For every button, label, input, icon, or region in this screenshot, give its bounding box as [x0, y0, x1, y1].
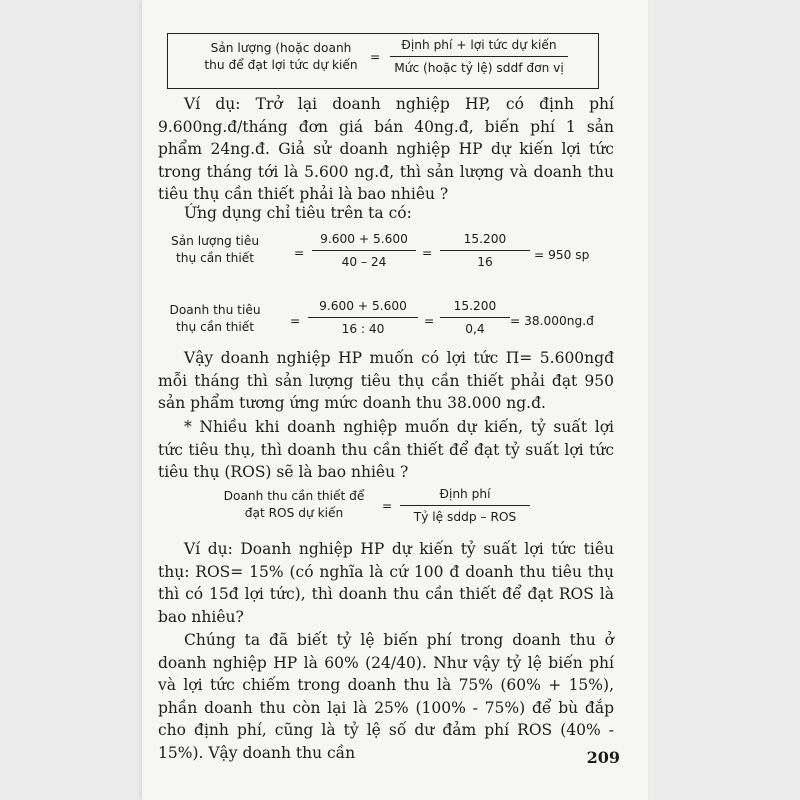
paragraph-explanation: Chúng ta đã biết tỷ lệ biến phí trong doanh thu ở doanh nghiệp HP là 60% (24/40). Như vậy tỷ lệ biến phí và lợi tức chiếm trong doanh thu là 75% (60% + 15%), phần doanh thu còn lại là 25% (100% - 75%) để bù đắp cho định phí, cũng là tỷ lệ số dư đảm phí ROS (40% - 15%). Vậy doanh thu cần: [158, 631, 614, 762]
calc-volume-numerator-1: 9.600 + 5.600: [320, 232, 408, 246]
calc-volume-label: [160, 233, 270, 267]
fraction-bar: [440, 250, 530, 251]
calc-revenue-denominator-1: 16 : 40: [341, 322, 385, 336]
calc-revenue-numerator-2: 15.200: [453, 299, 497, 313]
fraction-bar: [312, 250, 416, 251]
calc-revenue-label: [160, 302, 270, 336]
ros-formula-fraction: [400, 485, 530, 526]
calc-volume-result: = 950 sp: [534, 248, 590, 262]
paragraph-conclusion: Vậy doanh nghiệp HP muốn có lợi tức Π= 5.600ngđ mỗi tháng thì sản lượng tiêu thụ cần thiết phải đạt 950 sản phẩm tương ứng mức doanh thu 38.000 ng.đ.: [158, 349, 614, 412]
fraction-bar: [390, 56, 568, 57]
fraction-bar: [308, 317, 418, 318]
calc-revenue-fraction-2: [440, 297, 510, 338]
calc-revenue-equals-2: =: [424, 314, 435, 328]
paragraph-example-1: Ví dụ: Trở lại doanh nghiệp HP, có định phí 9.600ng.đ/tháng đơn giá bán 40ng.đ, biến phí 1 sản phẩm 24ng.đ. Giả sử doanh nghiệp HP dự kiến lợi tức trong tháng tới là 5.600 ng.đ, thì sản lượng và doanh thu tiêu thụ cần thiết phải là bao nhiêu ?: [158, 95, 614, 203]
calc-volume-fraction-2: [440, 230, 530, 271]
paragraph-example-2: Ví dụ: Doanh nghiệp HP dự kiến tỷ suất lợi tức tiêu thụ: ROS= 15% (có nghĩa là cứ 100 đ doanh thu tiêu thụ thì có 15đ lợi tức), thì doanh thu cần thiết để đạt ROS là bao nhiêu?: [158, 540, 614, 626]
calc-revenue-equals-1: =: [290, 314, 301, 328]
calc-revenue-denominator-2: 0,4: [465, 322, 485, 336]
ros-formula-numerator: Định phí: [439, 487, 491, 501]
calc-volume-label-line1: Sản lượng tiêu: [170, 234, 260, 248]
calc-revenue-label-line2: thụ cần thiết: [175, 320, 255, 334]
calc-volume-denominator-1: 40 – 24: [341, 255, 387, 269]
ros-formula-equals: =: [382, 499, 393, 513]
box-formula-equals: =: [370, 50, 381, 64]
ros-formula-lhs: [214, 488, 374, 522]
box-formula-numerator: Định phí + lợi tức dự kiến: [401, 38, 557, 52]
box-formula-lhs-line1: Sản lượng (hoặc doanh: [210, 41, 352, 55]
fraction-bar: [400, 505, 530, 506]
box-formula-fraction: [390, 36, 568, 77]
calc-revenue-fraction-1: [308, 297, 418, 338]
calc-volume-equals-1: =: [294, 246, 305, 260]
calc-volume-equals-2: =: [422, 246, 433, 260]
paragraph-apply: Ứng dụng chỉ tiêu trên ta có:: [184, 204, 412, 222]
calc-volume-numerator-2: 15.200: [463, 232, 507, 246]
box-formula-lhs-line2: thu để đạt lợi tức dự kiến: [204, 58, 358, 72]
calc-revenue-result: = 38.000ng.đ: [510, 314, 594, 328]
calc-volume-denominator-2: 16: [477, 255, 493, 269]
box-formula-lhs: [186, 40, 376, 74]
calc-volume-fraction-1: [312, 230, 416, 271]
calc-revenue-numerator-1: 9.600 + 5.600: [319, 299, 407, 313]
calc-volume-label-line2: thụ cần thiết: [175, 251, 255, 265]
paragraph-note: * Nhiều khi doanh nghiệp muốn dự kiến, tỷ suất lợi tức tiêu thụ, thì doanh thu cần thiết để đạt tỷ suất lợi tức tiêu thụ (ROS) sẽ là bao nhiêu ?: [158, 418, 614, 481]
page-number: 209: [586, 748, 620, 767]
ros-formula-lhs-line2: đạt ROS dự kiến: [244, 506, 344, 520]
box-formula-denominator: Mức (hoặc tỷ lệ) sddf đơn vị: [394, 61, 564, 75]
fraction-bar: [440, 317, 510, 318]
ros-formula-denominator: Tỷ lệ sddp – ROS: [413, 510, 517, 524]
calc-revenue-label-line1: Doanh thu tiêu: [169, 303, 261, 317]
book-page: [142, 0, 648, 800]
ros-formula-lhs-line1: Doanh thu cần thiết để: [223, 489, 365, 503]
